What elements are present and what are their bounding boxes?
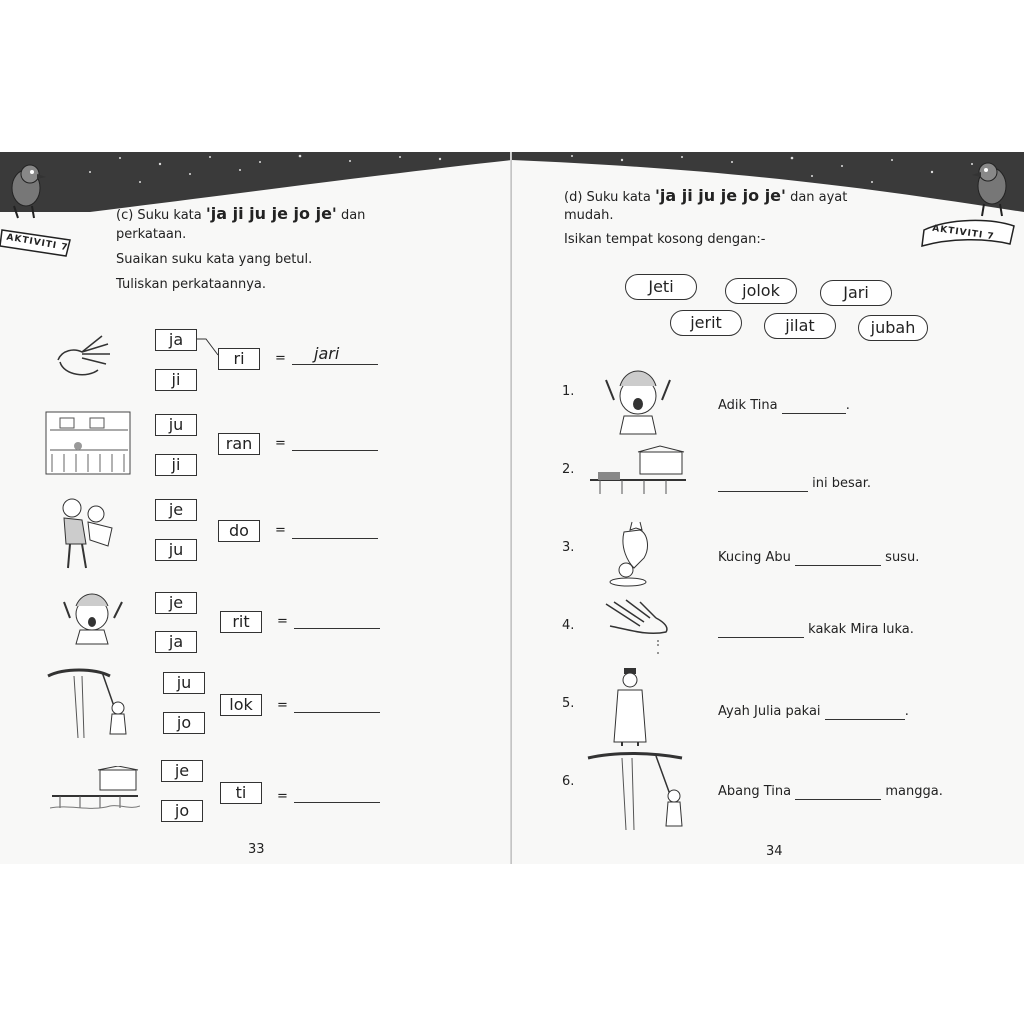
sentence-2: ini besar. xyxy=(718,476,871,492)
question-number: 2. xyxy=(562,462,575,477)
answer-line[interactable] xyxy=(292,436,378,451)
equals-sign: = xyxy=(275,523,286,538)
answer-line[interactable] xyxy=(292,524,378,539)
answer-line[interactable] xyxy=(294,788,380,803)
ending-box: ran xyxy=(218,433,260,455)
hand-picture xyxy=(52,330,116,382)
sentence-3: Kucing Abu susu. xyxy=(718,550,920,565)
sentence-1: Adik Tina . xyxy=(718,398,850,413)
syllable-box: ju xyxy=(163,672,205,694)
word-bank-item: jilat xyxy=(764,313,836,339)
house-picture xyxy=(44,410,132,476)
syllable-box: ju xyxy=(155,414,197,436)
question-number: 5. xyxy=(562,696,575,711)
left-page xyxy=(0,152,512,864)
activity-badge: AKTIVITI 7 xyxy=(5,232,70,254)
jetty-picture xyxy=(50,766,140,812)
word-bank-item: jerit xyxy=(670,310,742,336)
syllable-box: jo xyxy=(161,800,203,822)
syllable-box: je xyxy=(155,592,197,614)
instruction-write: Tuliskan perkataannya. xyxy=(116,277,267,292)
right-heading-line2: mudah. xyxy=(564,208,614,223)
hand-picture xyxy=(600,596,674,664)
left-heading-line2: perkataan. xyxy=(116,227,187,242)
syllable-box: ja xyxy=(155,631,197,653)
word-bank-item: Jeti xyxy=(625,274,697,300)
equals-sign: = xyxy=(275,436,286,451)
question-number: 1. xyxy=(562,384,575,399)
syllable-box: je xyxy=(161,760,203,782)
starry-banner xyxy=(0,152,512,212)
sentence-6: Abang Tina mangga. xyxy=(718,784,943,799)
question-number: 3. xyxy=(562,540,575,555)
blank-line[interactable] xyxy=(782,398,846,414)
screaming-girl-picture xyxy=(602,362,674,436)
answer-line[interactable] xyxy=(292,344,378,365)
ending-box: ti xyxy=(220,782,262,804)
question-number: 6. xyxy=(562,774,575,789)
syllable-box: ju xyxy=(155,539,197,561)
match-connector xyxy=(196,337,220,361)
children-picture xyxy=(52,494,124,572)
screaming-girl-picture xyxy=(60,588,126,646)
right-page xyxy=(512,152,1024,864)
word-bank-item: Jari xyxy=(820,280,892,306)
left-heading: (c) Suku kata 'ja ji ju je jo je' dan xyxy=(116,204,366,223)
answer-line[interactable] xyxy=(294,698,380,713)
equals-sign: = xyxy=(275,351,286,366)
blank-line[interactable] xyxy=(825,704,905,720)
tree-poking-picture xyxy=(586,752,690,834)
crow-mascot-icon xyxy=(970,156,1014,224)
instruction-fill: Isikan tempat kosong dengan:- xyxy=(564,232,766,247)
answer-line[interactable] xyxy=(294,614,380,629)
blank-line[interactable] xyxy=(795,550,881,566)
blank-line[interactable] xyxy=(718,476,808,492)
sentence-5: Ayah Julia pakai . xyxy=(718,704,909,719)
equals-sign: = xyxy=(277,789,288,804)
syllable-box: ji xyxy=(155,454,197,476)
word-bank-item: jolok xyxy=(725,278,797,304)
equals-sign: = xyxy=(277,614,288,629)
syllable-box: jo xyxy=(163,712,205,734)
sentence-4: kakak Mira luka. xyxy=(718,622,914,638)
blank-line[interactable] xyxy=(718,622,804,638)
ending-box: lok xyxy=(220,694,262,716)
man-in-robe-picture xyxy=(612,668,648,748)
answer-text: jari xyxy=(314,344,340,363)
jetty-picture xyxy=(588,444,688,500)
ending-box: rit xyxy=(220,611,262,633)
word-bank-item: jubah xyxy=(858,315,928,341)
crow-mascot-icon xyxy=(4,158,48,226)
activity-badge: AKTIVITI 7 xyxy=(931,223,996,243)
right-heading: (d) Suku kata 'ja ji ju je jo je' dan ayat xyxy=(564,186,848,205)
page-number: 33 xyxy=(248,842,265,857)
ending-box: ri xyxy=(218,348,260,370)
blank-line[interactable] xyxy=(795,784,881,800)
tree-poking-picture xyxy=(44,668,132,742)
equals-sign: = xyxy=(277,698,288,713)
ending-box: do xyxy=(218,520,260,542)
cat-licking-picture xyxy=(604,518,664,590)
question-number: 4. xyxy=(562,618,575,633)
page-number: 34 xyxy=(766,844,783,859)
instruction-match: Suaikan suku kata yang betul. xyxy=(116,252,313,267)
syllable-box: ja xyxy=(155,329,197,351)
syllable-box: je xyxy=(155,499,197,521)
syllable-box: ji xyxy=(155,369,197,391)
